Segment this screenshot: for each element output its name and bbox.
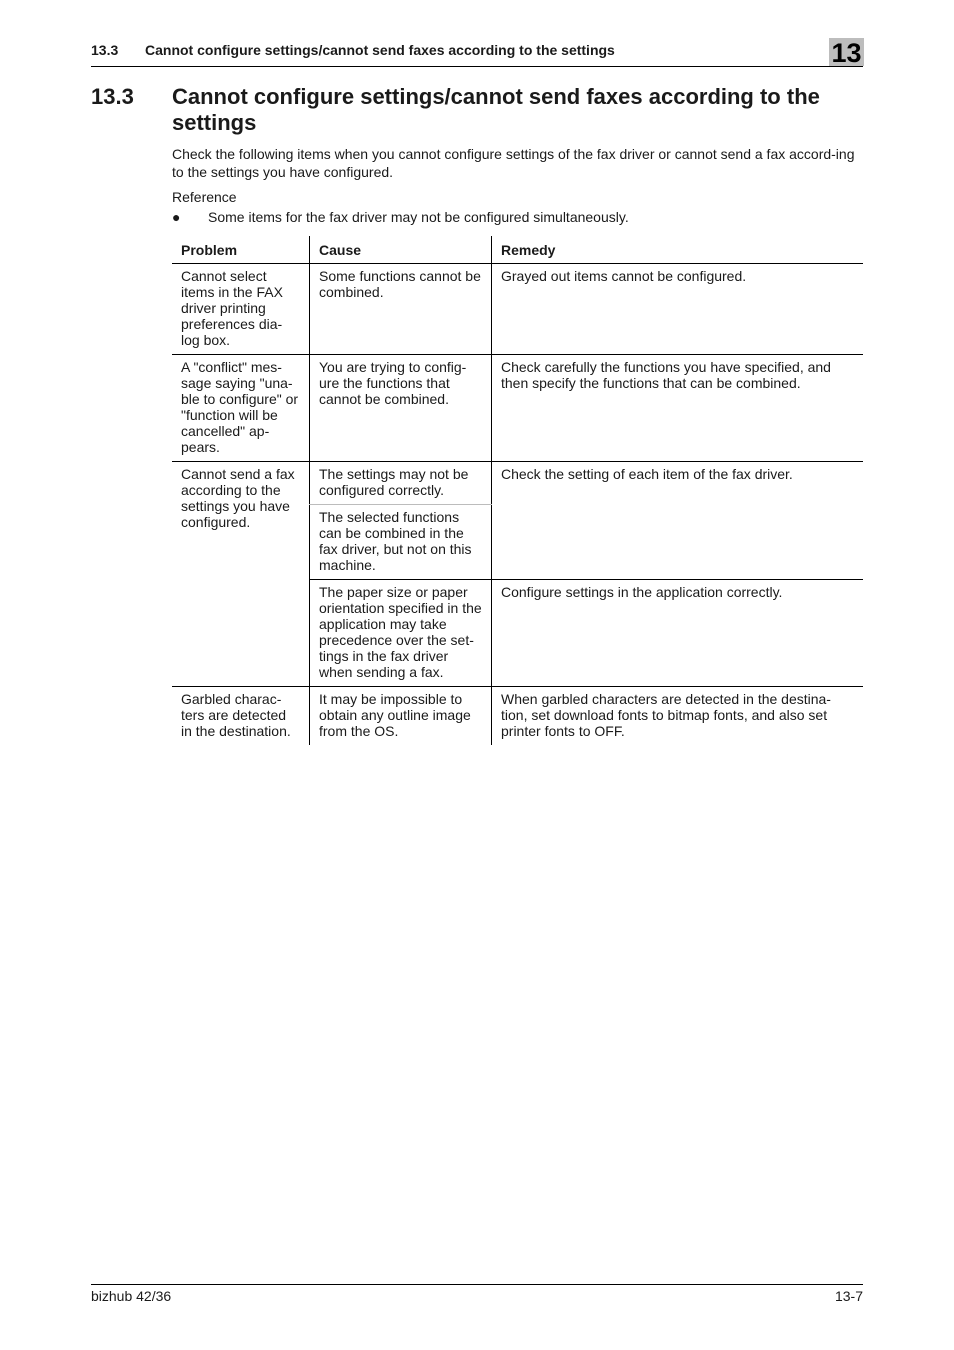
intro-paragraph: Check the following items when you cannot configure settings of the fax driver or cannot send a fax accord-ing to the settings you have configured. bbox=[172, 146, 855, 180]
cell-remedy: Check carefully the functions you have specified, and then specify the functions that can be combined. bbox=[492, 355, 864, 462]
cell-problem: Garbled charac-ters are detected in the destination. bbox=[181, 691, 291, 739]
table-header-row bbox=[172, 236, 863, 264]
cell-cause: It may be impossible to obtain any outline image from the OS. bbox=[310, 687, 492, 746]
cell-problem: Cannot send a fax according to the settings you have configured. bbox=[172, 462, 310, 687]
troubleshooting-table bbox=[172, 236, 863, 745]
cell-problem: Cannot select items in the FAX driver printing preferences dia-log box. bbox=[172, 264, 310, 355]
table-row bbox=[172, 355, 863, 462]
cell-cause: The settings may not be configured correctly. bbox=[310, 462, 492, 505]
table-row bbox=[172, 687, 863, 746]
cell-remedy: When garbled characters are detected in the destina-tion, set download fonts to bitmap fonts, and also set printer fonts to OFF. bbox=[492, 687, 864, 746]
page-footer bbox=[91, 1284, 863, 1304]
cell-remedy: Configure settings in the application correctly. bbox=[492, 580, 864, 687]
running-header bbox=[91, 40, 863, 67]
cell-cause: You are trying to config-ure the functions that cannot be combined. bbox=[310, 355, 492, 462]
table-row bbox=[172, 264, 863, 355]
table-row bbox=[172, 462, 863, 505]
cell-cause: Some functions cannot be combined. bbox=[310, 264, 492, 355]
reference-label: Reference bbox=[172, 189, 237, 205]
header-cause: Cause bbox=[310, 236, 492, 264]
cell-remedy: Check the setting of each item of the fax driver. bbox=[492, 462, 864, 580]
page-title bbox=[91, 84, 863, 136]
cell-cause: The selected functions can be combined in the fax driver, but not on this machine. bbox=[310, 505, 492, 580]
title-text: Cannot configure settings/cannot send faxes according to the settings bbox=[172, 84, 820, 135]
chapter-number-tab: 13 bbox=[829, 38, 864, 66]
footer-product-name: bizhub 42/36 bbox=[91, 1288, 172, 1304]
cell-problem: A "conflict" mes-sage saying "una-ble to configure" or "function will be cancelled" ap-pears. bbox=[172, 355, 310, 462]
header-remedy: Remedy bbox=[492, 236, 864, 264]
header-problem: Problem bbox=[172, 236, 310, 264]
cell-cause: The paper size or paper orientation specified in the application may take precedence over the set-tings in the fax driver when sending a fax. bbox=[310, 580, 492, 687]
header-section-title: Cannot configure settings/cannot send faxes according to the settings bbox=[145, 42, 615, 58]
bullet-dot-icon: ● bbox=[172, 209, 181, 225]
cell-remedy: Grayed out items cannot be configured. bbox=[492, 264, 864, 355]
footer-page-number: 13-7 bbox=[834, 1288, 863, 1304]
reference-item-text: Some items for the fax driver may not be configured simultaneously. bbox=[208, 209, 629, 225]
header-section-number: 13.3 bbox=[91, 42, 119, 58]
title-section-number: 13.3 bbox=[91, 84, 134, 109]
